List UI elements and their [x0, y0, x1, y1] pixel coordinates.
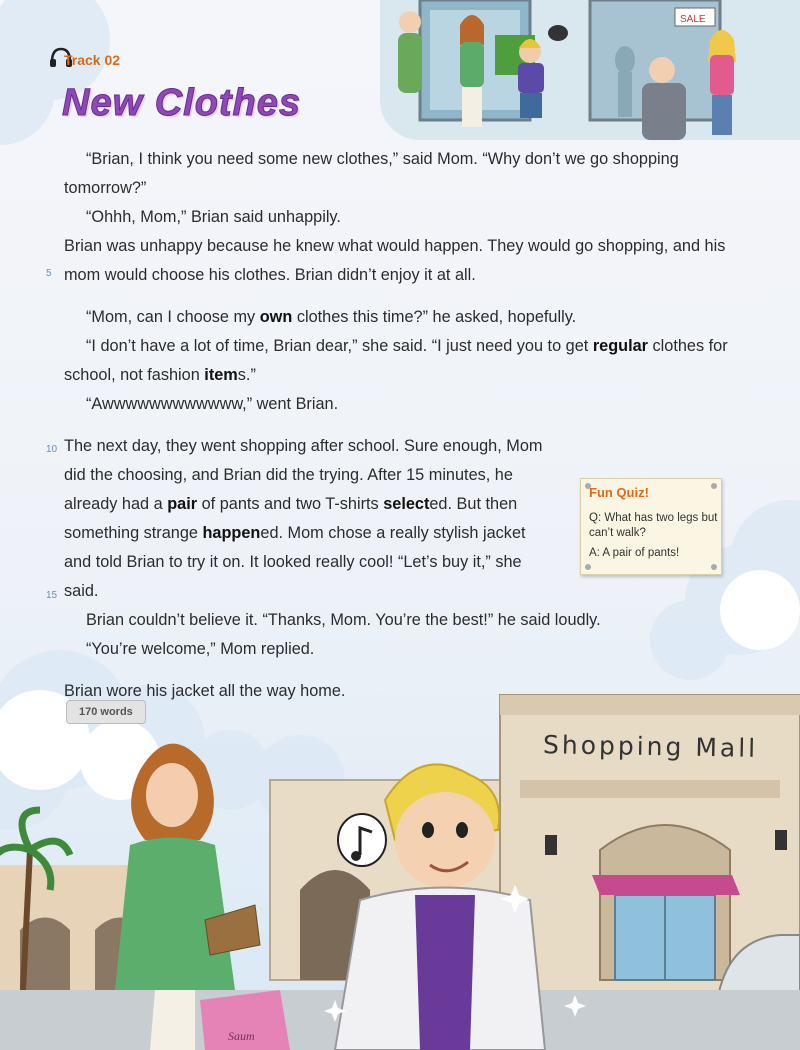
pin-icon [711, 483, 717, 489]
line-number: 15 [46, 590, 58, 601]
vocab-word: happen [202, 524, 261, 542]
text-run: “Mom, can I choose my [86, 308, 260, 326]
text-run: ed. Mom chose a really stylish jacket and told Brian to try it on. It looked really cool! “Let’s buy it,” she said. [64, 524, 526, 600]
paragraph [64, 303, 729, 332]
fun-quiz-note [580, 478, 722, 575]
vocab-word: item [204, 366, 238, 384]
paragraph: “You’re welcome,” Mom replied. [86, 640, 315, 658]
text-run: of pants and two T-shirts [197, 495, 384, 513]
street-scene-illustration [380, 0, 800, 140]
top-illustration [380, 0, 800, 140]
paragraph: “Awwwwwwwwwwww,” went Brian. [86, 395, 339, 413]
bag-text: Saum [228, 1029, 255, 1043]
line-number: 10 [46, 444, 58, 455]
paragraph: Brian was unhappy because he knew what would happen. They would go shopping, and his mom would choose his clothes. Brian didn’t enjoy it at all. [64, 237, 726, 284]
track-label: Track 02 [64, 52, 121, 68]
text-run: clothes this time?” he asked, hopefully. [292, 308, 577, 326]
paragraph [64, 332, 729, 390]
quiz-question: Q: What has two legs but can’t walk? [589, 512, 718, 539]
text-run: “I don’t have a lot of time, Brian dear,” she said. “I just need you to get [86, 337, 593, 355]
pin-icon [585, 564, 591, 570]
paragraph: Brian wore his jacket all the way home. [64, 682, 346, 700]
quiz-title: Fun Quiz! [589, 485, 649, 500]
word-count-badge: 170 words [66, 700, 146, 724]
sale-sign-text: SALE [680, 14, 706, 25]
vocab-word: select [383, 495, 430, 513]
paragraph: Brian couldn’t believe it. “Thanks, Mom. You’re the best!” he said loudly. [86, 611, 601, 629]
vocab-word: own [259, 308, 293, 326]
vocab-word: pair [167, 495, 198, 513]
text-run: The next day, they went shopping after school. Sure enough, Mom did the choosing, and Brian did the trying. After 15 minutes, he already had a [64, 437, 543, 513]
pin-icon [711, 564, 717, 570]
text-run: ed. But then something strange [64, 495, 518, 542]
quiz-answer: A: A pair of pants! [589, 547, 680, 559]
vocab-word: regular [592, 337, 649, 355]
text-run: clothes for school, not fashion [64, 337, 728, 384]
text-run: s.” [237, 366, 256, 384]
mall-sign: Shopping Mall [542, 730, 759, 763]
story-text [64, 145, 729, 706]
paragraph [64, 432, 554, 606]
paragraph: “Brian, I think you need some new clothes,” said Mom. “Why don’t we go shopping tomorrow?” [64, 150, 679, 197]
story-title: New Clothes [62, 82, 302, 124]
paragraph: “Ohhh, Mom,” Brian said unhappily. [86, 208, 341, 226]
line-number: 5 [46, 268, 52, 279]
